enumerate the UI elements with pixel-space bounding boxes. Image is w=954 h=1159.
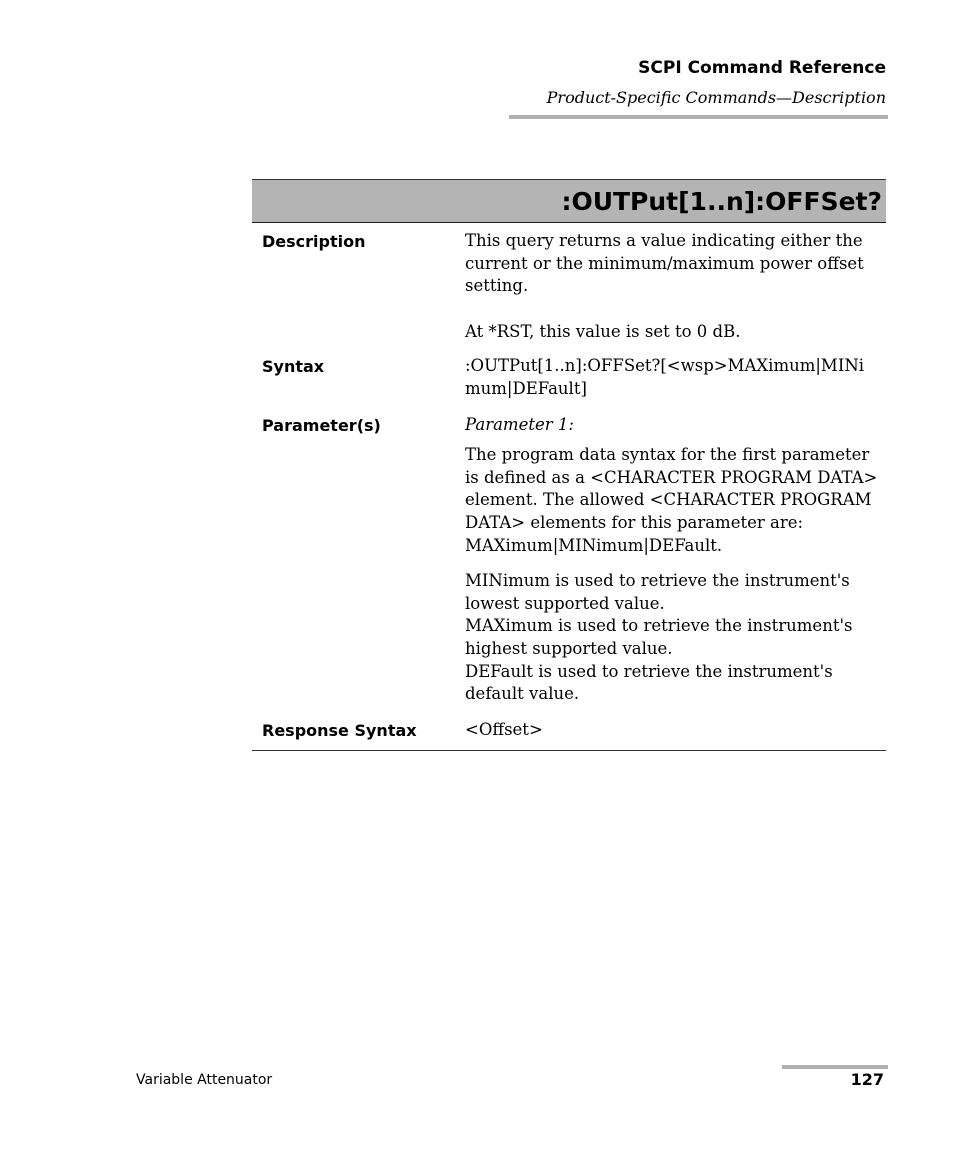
description-text: This query returns a value indicating either the current or the minimum/maximum power offset setting. xyxy=(465,231,864,296)
parameter-heading: Parameter 1: xyxy=(465,414,574,434)
response-value: <Offset> xyxy=(465,719,543,739)
syntax-value xyxy=(465,355,886,400)
running-header-subtitle: Product-Specific Commands—Description xyxy=(546,88,886,107)
footer-product-name: Variable Attenuator xyxy=(136,1072,273,1088)
description-value xyxy=(465,230,886,343)
response-row xyxy=(252,706,886,750)
parameters-value xyxy=(465,414,886,706)
footer-divider xyxy=(782,1065,888,1069)
parameters-row xyxy=(252,401,886,706)
parameter-minimum: MINimum is used to retrieve the instrument's lowest supported value. xyxy=(465,571,850,613)
command-title-bar xyxy=(252,179,886,223)
response-label: Response Syntax xyxy=(262,720,417,740)
description-label: Description xyxy=(262,232,366,251)
parameter-definition: The program data syntax for the first parameter is defined as a <CHARACTER PROGRAM DATA> element. The allowed <CHARACTER PROGRAM DATA> elements for this parameter are: MAXimum|MINimum|DEFault. xyxy=(465,445,878,555)
syntax-text: :OUTPut[1..n]:OFFSet?[<wsp>MAXimum|MINimum|DEFault] xyxy=(465,356,865,398)
description-row xyxy=(252,223,886,343)
page-number: 127 xyxy=(850,1070,884,1089)
table-bottom-rule xyxy=(252,750,886,751)
command-title: :OUTPut[1..n]:OFFSet? xyxy=(561,186,882,216)
syntax-row xyxy=(252,343,886,400)
parameter-maximum: MAXimum is used to retrieve the instrument's highest supported value. xyxy=(465,616,853,658)
parameters-label: Parameter(s) xyxy=(262,415,381,435)
running-header-title: SCPI Command Reference xyxy=(638,58,886,78)
parameter-default: DEFault is used to retrieve the instrument's default value. xyxy=(465,661,833,704)
reset-value-text: At *RST, this value is set to 0 dB. xyxy=(465,321,741,341)
header-divider xyxy=(509,115,888,119)
command-table xyxy=(252,179,886,751)
parameter-options xyxy=(465,570,886,706)
syntax-label: Syntax xyxy=(262,357,325,377)
